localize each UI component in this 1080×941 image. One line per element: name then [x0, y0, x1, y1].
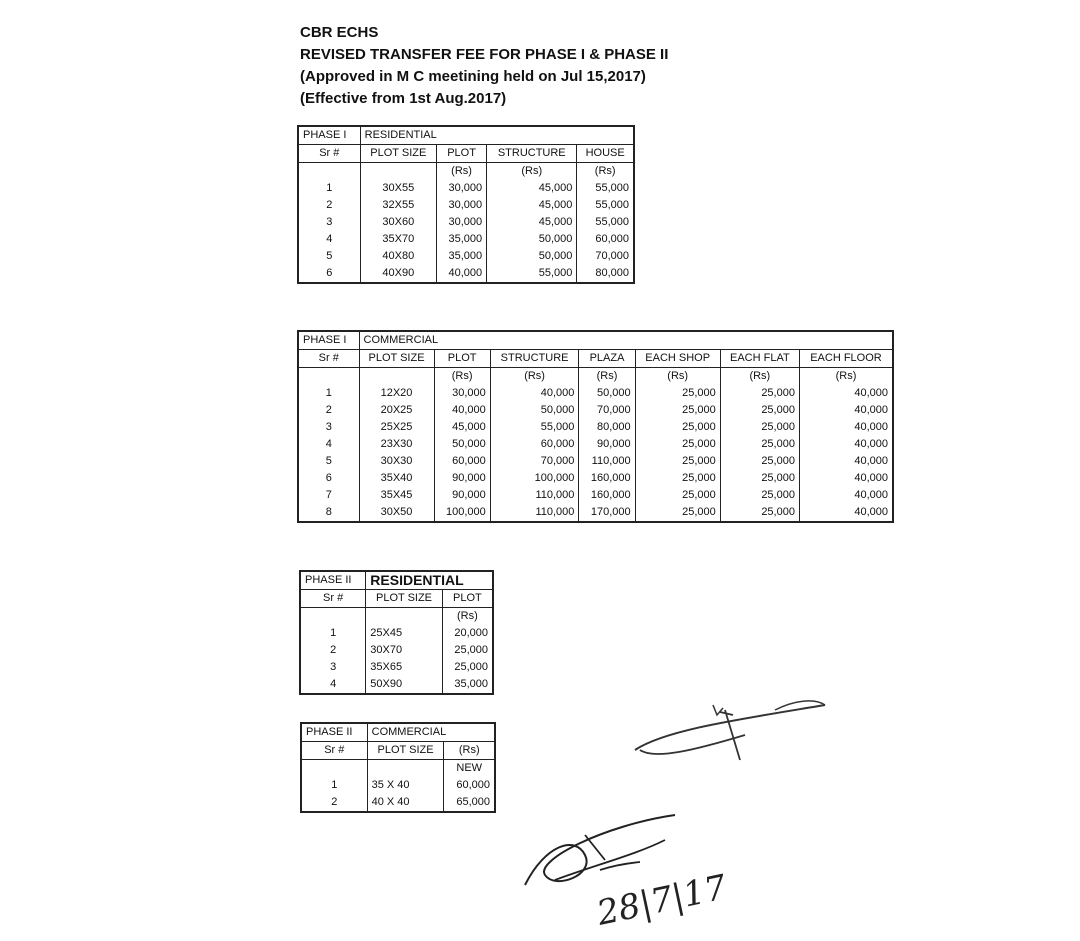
fee-value: 35,000 — [454, 678, 488, 690]
unit-label — [366, 608, 442, 626]
table-row — [300, 642, 493, 659]
table-row — [298, 180, 634, 197]
phase-label: PHASE I — [298, 331, 359, 350]
fee-value: 40,000 — [854, 404, 888, 416]
unit-label — [360, 163, 436, 181]
plot-size: 50X90 — [366, 676, 442, 694]
table-row — [298, 214, 634, 231]
table-title-row — [298, 126, 634, 145]
serial-number: 2 — [298, 402, 359, 419]
unit-label: (Rs) — [579, 368, 635, 386]
unit-label: (Rs) — [835, 370, 857, 382]
fee-value: 25,000 — [720, 385, 799, 402]
fee-value: 45,000 — [434, 419, 490, 436]
table-row — [298, 470, 893, 487]
plot-size: 20X25 — [359, 402, 434, 419]
fee-value: 30,000 — [437, 180, 487, 197]
table-row — [298, 402, 893, 419]
fee-value: 40,000 — [854, 506, 888, 518]
plot-size: 35X40 — [359, 470, 434, 487]
column-header: Sr # — [298, 350, 359, 368]
fee-value: 40,000 — [854, 421, 888, 433]
fee-value: 60,000 — [490, 436, 579, 453]
fee-value: 25,000 — [454, 661, 488, 673]
column-header: Sr # — [300, 590, 366, 608]
fee-value: 60,000 — [456, 779, 490, 791]
plot-size: 30X70 — [366, 642, 442, 659]
column-header: Sr # — [301, 742, 367, 760]
fee-value: 90,000 — [579, 436, 635, 453]
column-header: HOUSE — [577, 145, 634, 163]
unit-label: (Rs) — [720, 368, 799, 386]
fee-value: 55,000 — [595, 216, 629, 228]
unit-label — [301, 760, 367, 778]
phase2-commercial-table — [300, 722, 496, 813]
unit-label — [367, 760, 444, 778]
fee-value: 25,000 — [635, 385, 720, 402]
column-header: STRUCTURE — [490, 350, 579, 368]
fee-value: 50,000 — [490, 402, 579, 419]
fee-value: 25,000 — [635, 402, 720, 419]
serial-number: 2 — [298, 197, 360, 214]
unit-label: (Rs) — [635, 368, 720, 386]
plot-size: 35 X 40 — [367, 777, 444, 794]
fee-value: 80,000 — [579, 419, 635, 436]
table-row — [298, 248, 634, 265]
unit-label: (Rs) — [490, 368, 579, 386]
column-header: PLOT SIZE — [366, 590, 442, 608]
fee-value: 25,000 — [635, 436, 720, 453]
fee-value: 55,000 — [490, 419, 579, 436]
serial-number: 1 — [300, 625, 366, 642]
fee-value: 65,000 — [456, 796, 490, 808]
column-header: EACH SHOP — [635, 350, 720, 368]
fee-value: 110,000 — [579, 453, 635, 470]
plot-size: 40 X 40 — [367, 794, 444, 812]
fee-value: 45,000 — [487, 214, 577, 231]
plot-size: 30X30 — [359, 453, 434, 470]
phase1-residential-table — [297, 125, 635, 284]
column-header-row — [298, 145, 634, 163]
fee-value: 160,000 — [579, 470, 635, 487]
serial-number: 1 — [301, 777, 367, 794]
plot-size: 12X20 — [359, 385, 434, 402]
fee-value: 25,000 — [635, 487, 720, 504]
column-header: PLOT SIZE — [359, 350, 434, 368]
fee-value: 25,000 — [720, 487, 799, 504]
table-title-row — [301, 723, 495, 742]
handwritten-initials — [625, 690, 835, 770]
fee-value: 35,000 — [437, 231, 487, 248]
fee-value: 40,000 — [854, 472, 888, 484]
fee-value: 40,000 — [854, 438, 888, 450]
effective-date-note: (Effective from 1st Aug.2017) — [300, 90, 507, 107]
serial-number: 2 — [300, 642, 366, 659]
table-row — [300, 659, 493, 676]
serial-number: 5 — [298, 248, 360, 265]
fee-value: 25,000 — [454, 644, 488, 656]
unit-label: (Rs) — [437, 163, 487, 181]
table-row — [301, 794, 495, 812]
table-title-row — [300, 571, 493, 590]
serial-number: 1 — [298, 180, 360, 197]
column-header: STRUCTURE — [487, 145, 577, 163]
unit-label — [298, 368, 359, 386]
plot-size: 25X25 — [359, 419, 434, 436]
unit-row — [298, 368, 893, 386]
column-header: Sr # — [298, 145, 360, 163]
fee-value: 40,000 — [490, 385, 579, 402]
serial-number: 3 — [298, 214, 360, 231]
serial-number: 3 — [298, 419, 359, 436]
unit-row — [298, 163, 634, 181]
serial-number: 4 — [298, 231, 360, 248]
fee-value: 25,000 — [635, 470, 720, 487]
fee-value: 25,000 — [720, 419, 799, 436]
fee-value: 20,000 — [454, 627, 488, 639]
serial-number: 4 — [300, 676, 366, 694]
table-row — [301, 777, 495, 794]
unit-label — [300, 608, 366, 626]
column-header: PLOT — [437, 145, 487, 163]
fee-value: 90,000 — [434, 470, 490, 487]
plot-size: 40X80 — [360, 248, 436, 265]
fee-value: 40,000 — [437, 265, 487, 283]
fee-value: 35,000 — [437, 248, 487, 265]
fee-value: 40,000 — [434, 402, 490, 419]
plot-size: 25X45 — [366, 625, 442, 642]
serial-number: 1 — [298, 385, 359, 402]
unit-row — [301, 760, 495, 778]
plot-size: 40X90 — [360, 265, 436, 283]
serial-number: 4 — [298, 436, 359, 453]
fee-value: 25,000 — [720, 470, 799, 487]
table-row — [298, 419, 893, 436]
category-label: COMMERCIAL — [367, 723, 495, 742]
fee-value: 45,000 — [487, 197, 577, 214]
handwritten-signature — [515, 805, 765, 935]
table-row — [300, 676, 493, 694]
org-title: CBR ECHS — [300, 24, 379, 41]
fee-value: 40,000 — [854, 489, 888, 501]
column-header: EACH FLOOR — [799, 350, 893, 368]
fee-value: 160,000 — [579, 487, 635, 504]
plot-size: 35X70 — [360, 231, 436, 248]
fee-value: 55,000 — [595, 199, 629, 211]
table-row — [298, 197, 634, 214]
column-header: PLOT SIZE — [360, 145, 436, 163]
document-title: REVISED TRANSFER FEE FOR PHASE I & PHASE II — [300, 46, 669, 63]
fee-value: 110,000 — [490, 487, 579, 504]
column-header-row — [298, 350, 893, 368]
column-header: PLOT — [434, 350, 490, 368]
fee-value: 70,000 — [579, 402, 635, 419]
serial-number: 7 — [298, 487, 359, 504]
unit-row — [300, 608, 493, 626]
fee-value: 40,000 — [854, 455, 888, 467]
plot-size: 30X55 — [360, 180, 436, 197]
fee-value: 55,000 — [487, 265, 577, 283]
column-header: PLOT SIZE — [367, 742, 444, 760]
category-label: RESIDENTIAL — [360, 126, 634, 145]
column-header-row — [301, 742, 495, 760]
table-row — [298, 385, 893, 402]
approval-note: (Approved in M C meetining held on Jul 15,2017) — [300, 68, 646, 85]
serial-number: 8 — [298, 504, 359, 522]
fee-value: 45,000 — [487, 180, 577, 197]
fee-value: 50,000 — [487, 231, 577, 248]
phase-label: PHASE I — [298, 126, 360, 145]
plot-size: 30X60 — [360, 214, 436, 231]
plot-size: 30X50 — [359, 504, 434, 522]
fee-value: 70,000 — [490, 453, 579, 470]
fee-value: 80,000 — [595, 267, 629, 279]
serial-number: 6 — [298, 470, 359, 487]
fee-value: 25,000 — [635, 504, 720, 522]
column-header-row — [300, 590, 493, 608]
serial-number: 2 — [301, 794, 367, 812]
category-label: COMMERCIAL — [359, 331, 893, 350]
unit-label: (Rs) — [487, 163, 577, 181]
fee-value: 25,000 — [720, 504, 799, 522]
table-row — [298, 487, 893, 504]
fee-value: 25,000 — [635, 453, 720, 470]
table-row — [298, 436, 893, 453]
fee-value: 25,000 — [720, 402, 799, 419]
fee-value: 100,000 — [490, 470, 579, 487]
unit-label: (Rs) — [456, 610, 478, 622]
serial-number: 3 — [300, 659, 366, 676]
table-row — [298, 231, 634, 248]
fee-value: 50,000 — [487, 248, 577, 265]
column-header: EACH FLAT — [720, 350, 799, 368]
fee-value: 60,000 — [434, 453, 490, 470]
fee-value: 30,000 — [437, 214, 487, 231]
fee-value: 50,000 — [579, 385, 635, 402]
fee-value: 60,000 — [595, 233, 629, 245]
category-label: RESIDENTIAL — [366, 571, 493, 590]
column-header: PLOT — [442, 590, 493, 608]
plot-size: 23X30 — [359, 436, 434, 453]
plot-size: 32X55 — [360, 197, 436, 214]
fee-value: 30,000 — [437, 197, 487, 214]
fee-value: 50,000 — [434, 436, 490, 453]
fee-value: 25,000 — [720, 453, 799, 470]
fee-value: 55,000 — [595, 182, 629, 194]
unit-label: NEW — [456, 762, 483, 774]
signature-date: 28|7|17 — [593, 867, 731, 934]
table-row — [298, 453, 893, 470]
fee-value: 90,000 — [434, 487, 490, 504]
column-header: PLAZA — [579, 350, 635, 368]
unit-label — [359, 368, 434, 386]
fee-value: 25,000 — [720, 436, 799, 453]
serial-number: 5 — [298, 453, 359, 470]
phase-label: PHASE II — [300, 571, 366, 590]
table-row — [298, 265, 634, 283]
fee-value: 25,000 — [635, 419, 720, 436]
table-row — [298, 504, 893, 522]
unit-label: (Rs) — [594, 165, 616, 177]
phase1-commercial-table — [297, 330, 894, 523]
fee-value: 110,000 — [490, 504, 579, 522]
document-header — [300, 22, 668, 110]
table-row — [300, 625, 493, 642]
fee-value: 30,000 — [434, 385, 490, 402]
plot-size: 35X45 — [359, 487, 434, 504]
unit-label: (Rs) — [434, 368, 490, 386]
plot-size: 35X65 — [366, 659, 442, 676]
fee-value: 100,000 — [434, 504, 490, 522]
fee-value: 70,000 — [595, 250, 629, 262]
serial-number: 6 — [298, 265, 360, 283]
table-title-row — [298, 331, 893, 350]
fee-value: 170,000 — [579, 504, 635, 522]
fee-value: 40,000 — [854, 387, 888, 399]
column-header: (Rs) — [444, 742, 495, 760]
phase2-residential-table — [299, 570, 494, 695]
phase-label: PHASE II — [301, 723, 367, 742]
unit-label — [298, 163, 360, 181]
